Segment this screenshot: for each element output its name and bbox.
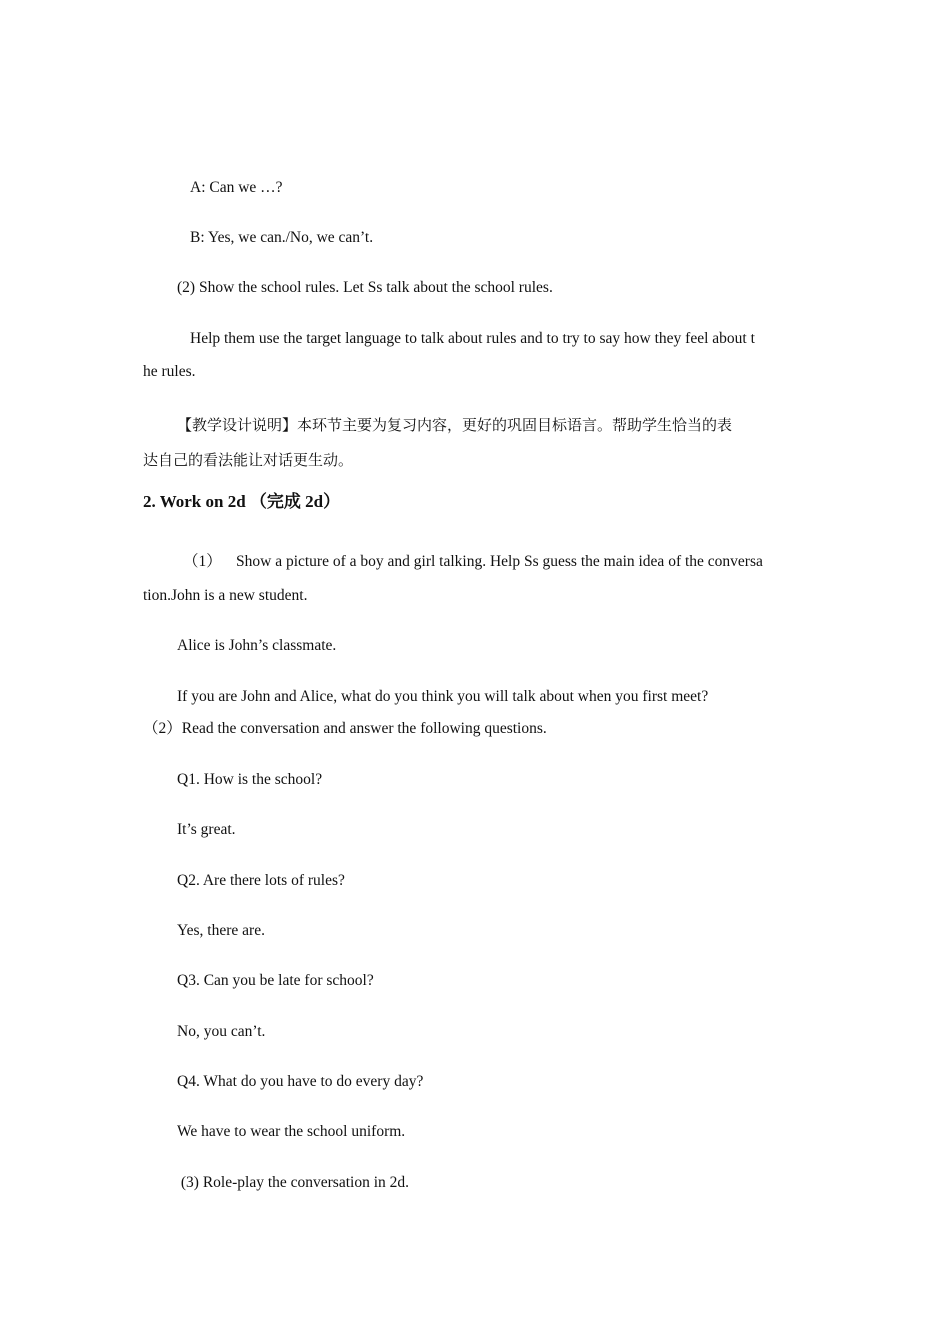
question-1: Q1. How is the school? [177, 771, 323, 788]
alice-line: Alice is John’s classmate. [177, 637, 337, 654]
design-note-line-1: 【教学设计说明】本环节主要为复习内容，更好的巩固目标语言。帮助学生恰当的表 [177, 416, 733, 434]
step-item-2-read: （2）Read the conversation and answer the following questions. [143, 720, 547, 737]
answer-2: Yes, there are. [177, 922, 265, 939]
answer-3: No, you can’t. [177, 1023, 266, 1040]
answer-1: It’s great. [177, 821, 236, 838]
question-2: Q2. Are there lots of rules? [177, 872, 345, 889]
item-1-marker: （1） [183, 553, 222, 570]
dialogue-line-b: B: Yes, we can./No, we can’t. [190, 229, 374, 246]
answer-4: We have to wear the school uniform. [177, 1123, 406, 1140]
help-text-line-1: Help them use the target language to talk about rules and to try to say how they feel about t [190, 330, 755, 347]
design-note-line-2: 达自己的看法能让对话更生动。 [143, 451, 354, 469]
section-heading: 2. Work on 2d （完成 2d） [143, 492, 341, 511]
item-1-continuation: tion.John is a new student. [143, 587, 308, 604]
item-1-text: Show a picture of a boy and girl talking. Help Ss guess the main idea of the conversa [236, 553, 763, 570]
question-3: Q3. Can you be late for school? [177, 972, 374, 989]
step-item-2: (2) Show the school rules. Let Ss talk about the school rules. [177, 279, 553, 296]
help-text-line-2: he rules. [143, 363, 196, 380]
step-item-3: (3) Role-play the conversation in 2d. [177, 1174, 410, 1191]
dialogue-line-a: A: Can we …? [190, 179, 283, 196]
if-question-line: If you are John and Alice, what do you think you will talk about when you first meet? [177, 688, 709, 705]
question-4: Q4. What do you have to do every day? [177, 1073, 424, 1090]
